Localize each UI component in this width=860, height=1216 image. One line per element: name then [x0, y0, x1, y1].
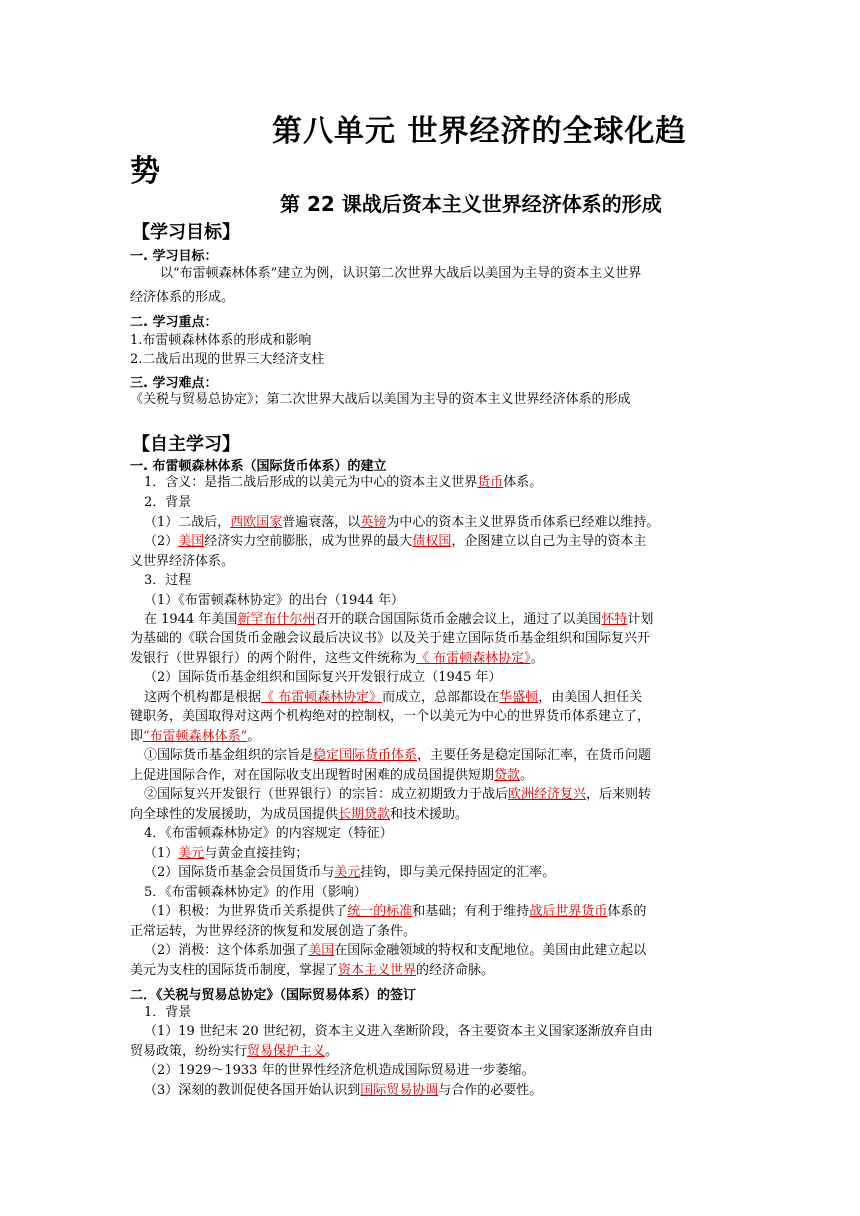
difficulty-text: 《关税与贸易总协定》；第二次世界大战后以美国为主导的资本主义世界经济体系的形成	[130, 392, 631, 407]
highlighted-answer: 战后世界货币	[529, 904, 608, 919]
text-run: 召开的联合国国际货币金融会议上，通过了以美国	[315, 612, 602, 627]
para-world-bank	[144, 785, 651, 805]
highlighted-answer: 美元	[178, 846, 205, 861]
text-run: 的经济命脉。	[416, 963, 495, 978]
section-1-title: 一. 布雷顿森林体系（国际货币体系）的建立	[130, 459, 387, 474]
section-2-title: 二．《关税与贸易总协定》（国际贸易体系）的签订	[130, 988, 417, 1003]
text-run: 与黄金直接挂钩；	[204, 846, 309, 861]
text-run: 在国际金融领域的特权和支配地位。美国由此建立起以	[334, 943, 647, 958]
text-run: 上促进国际合作，对在国际收支出现暂时困难的成员国提供短期	[130, 768, 495, 783]
text-run: 美元为支柱的国际货币制度，掌握了	[130, 963, 339, 978]
text-run: 1．含义：是指二战后形成的以美元为中心的资本主义世界	[144, 475, 478, 490]
text-run: 为中心的资本主义世界货币体系已经难以维持。	[386, 515, 660, 530]
lesson-title: 第 22 课战后资本主义世界经济体系的形成	[280, 192, 662, 216]
text-run: ，主要任务是稳定国际汇率，在货币问题	[417, 748, 652, 763]
text-run: （1）积极：为世界货币关系提供了	[144, 904, 348, 919]
text-run: 和基础；有利于维持	[412, 904, 530, 919]
text-run: （2）	[144, 534, 179, 549]
learning-goal-text: 以“布雷顿森林体系”建立为例，认识第二次世界大战后以美国为主导的资本主义世界	[160, 266, 642, 281]
effect-positive-2: 正常运转，为世界经济的恢复和发展创造了条件。	[130, 924, 417, 939]
item-process: 3．过程	[144, 573, 192, 588]
para-imf-2	[130, 766, 533, 786]
text-run: 计划	[627, 612, 654, 627]
para-imf	[144, 746, 651, 766]
difficulties-label: 三. 学习难点：	[130, 376, 218, 391]
text-run: 体系。	[503, 475, 543, 490]
text-run: ，企图建立以自己为主导的资本主	[451, 534, 647, 549]
item-gatt-background: 1．背景	[144, 1005, 192, 1020]
key-point-2: 2.二战后出现的世界三大经济支柱	[130, 352, 325, 367]
highlighted-answer: 新罕布什尔州	[237, 612, 316, 627]
text-run: 贸易政策，纷纷实行	[130, 1044, 248, 1059]
text-run: 。	[530, 651, 544, 666]
highlighted-answer: 债权国	[412, 534, 452, 549]
para-background-1	[144, 513, 659, 533]
text-run: 在 1944 年美国	[144, 612, 238, 627]
item-background: 2．背景	[144, 495, 192, 510]
highlighted-answer: 美国	[178, 534, 205, 549]
highlighted-answer: 英镑	[360, 515, 387, 530]
para-definition	[144, 473, 542, 493]
text-run: ①国际货币基金组织的宗旨是	[144, 748, 314, 763]
learning-goal-text-2: 经济体系的形成。	[130, 290, 235, 305]
content-2	[144, 863, 555, 883]
text-run: 体系的	[607, 904, 647, 919]
text-run: 即	[130, 729, 144, 744]
process-step-1: （1）《布雷顿森林协定》的出台（1944 年）	[144, 593, 404, 608]
key-point-1: 1.布雷顿森林体系的形成和影响	[130, 333, 312, 348]
unit-title-continued: 势	[130, 154, 161, 189]
unit-title: 第八单元 世界经济的全球化趋	[272, 114, 687, 149]
text-run: ②国际复兴开发银行（世界银行）的宗旨：成立初期致力于战后	[144, 787, 509, 802]
text-run: 。	[247, 729, 261, 744]
para-conference	[144, 610, 653, 630]
text-run: 挂钩，即与美元保持固定的汇率。	[360, 865, 556, 880]
effect-positive	[144, 902, 646, 922]
highlighted-answer: 资本主义世界	[338, 963, 417, 978]
gatt-background-2: （2）1929～1933 年的世界性经济危机造成国际贸易进一步萎缩。	[144, 1063, 535, 1078]
text-run: （1）	[144, 846, 179, 861]
highlighted-answer: 华盛顿	[499, 690, 539, 705]
text-run: 和技术援助。	[390, 807, 469, 822]
item-content: 4．《布雷顿森林协定》的内容规定（特征）	[144, 826, 393, 841]
item-effect: 5．《布雷顿森林协定》的作用（影响）	[144, 885, 367, 900]
highlighted-answer: 《 布雷顿森林协定》	[261, 690, 383, 705]
highlighted-answer: 《 布雷顿森林协定》	[416, 651, 531, 666]
text-run: 发银行（世界银行）的两个附件，这些文件统称为	[130, 651, 417, 666]
highlighted-answer: 国际贸易协调	[360, 1083, 439, 1098]
key-points-label: 二. 学习重点：	[130, 315, 218, 330]
text-run: 向全球性的发展援助，为成员国提供	[130, 807, 339, 822]
text-run: 而成立，总部都设在	[382, 690, 500, 705]
para-background-2	[144, 532, 646, 552]
para-institutions-2: 键职务，美国取得对这两个机构绝对的控制权，一个以美元为中心的世界货币体系建立了，	[130, 709, 651, 724]
para-institutions	[144, 688, 642, 708]
self-study-heading: 【自主学习】	[132, 434, 240, 455]
highlighted-answer: 统一的标准	[347, 904, 413, 919]
process-step-2: （2）国际货币基金组织和国际复兴开发银行成立（1945 年）	[144, 670, 502, 685]
highlighted-answer: 长期贷款	[338, 807, 391, 822]
para-world-bank-2	[130, 805, 468, 825]
text-run: （2）国际货币基金会员国货币与	[144, 865, 335, 880]
highlighted-answer: 西欧国家	[230, 515, 283, 530]
text-run: 与合作的必要性。	[438, 1083, 543, 1098]
highlighted-answer: 美国	[308, 943, 335, 958]
highlighted-answer: 贷款	[494, 768, 521, 783]
text-run: （2）消极：这个体系加强了	[144, 943, 309, 958]
effect-negative	[144, 941, 646, 961]
objectives-heading: 【学习目标】	[132, 222, 240, 243]
text-run: ，后来则转	[586, 787, 652, 802]
highlighted-answer: 货币	[477, 475, 504, 490]
gatt-background-1: （1）19 世纪末 20 世纪初，资本主义进入垄断阶段，各主要资本主义国家逐渐放弃自由	[144, 1024, 653, 1039]
highlighted-answer: “布雷顿森林体系”	[143, 729, 248, 744]
effect-negative-2	[130, 961, 494, 981]
text-run: 普遍衰落，以	[282, 515, 361, 530]
highlighted-answer: 稳定国际货币体系	[313, 748, 418, 763]
text-run: 。	[325, 1044, 339, 1059]
gatt-background-1-cont	[130, 1042, 338, 1062]
text-run: 。	[520, 768, 534, 783]
para-institutions-3	[130, 727, 260, 747]
highlighted-answer: 美元	[334, 865, 361, 880]
text-run: ，由美国人担任关	[538, 690, 643, 705]
para-conference-2: 为基础的《联合国货币金融会议最后决议书》以及关于建立国际货币基金组织和国际复兴开	[130, 631, 651, 646]
highlighted-answer: 贸易保护主义	[247, 1044, 326, 1059]
content-1	[144, 844, 308, 864]
highlighted-answer: 怀特	[601, 612, 628, 627]
highlighted-answer: 欧洲经济复兴	[508, 787, 587, 802]
para-conference-3	[130, 649, 544, 669]
learning-goal-label: 一. 学习目标：	[130, 249, 218, 264]
gatt-background-3	[144, 1081, 542, 1101]
para-background-2-cont: 义世界经济体系。	[130, 554, 235, 569]
text-run: 这两个机构都是根据	[144, 690, 262, 705]
text-run: （3）深刻的教训促使各国开始认识到	[144, 1083, 361, 1098]
text-run: 经济实力空前膨胀，成为世界的最大	[204, 534, 413, 549]
text-run: （1）二战后，	[144, 515, 231, 530]
